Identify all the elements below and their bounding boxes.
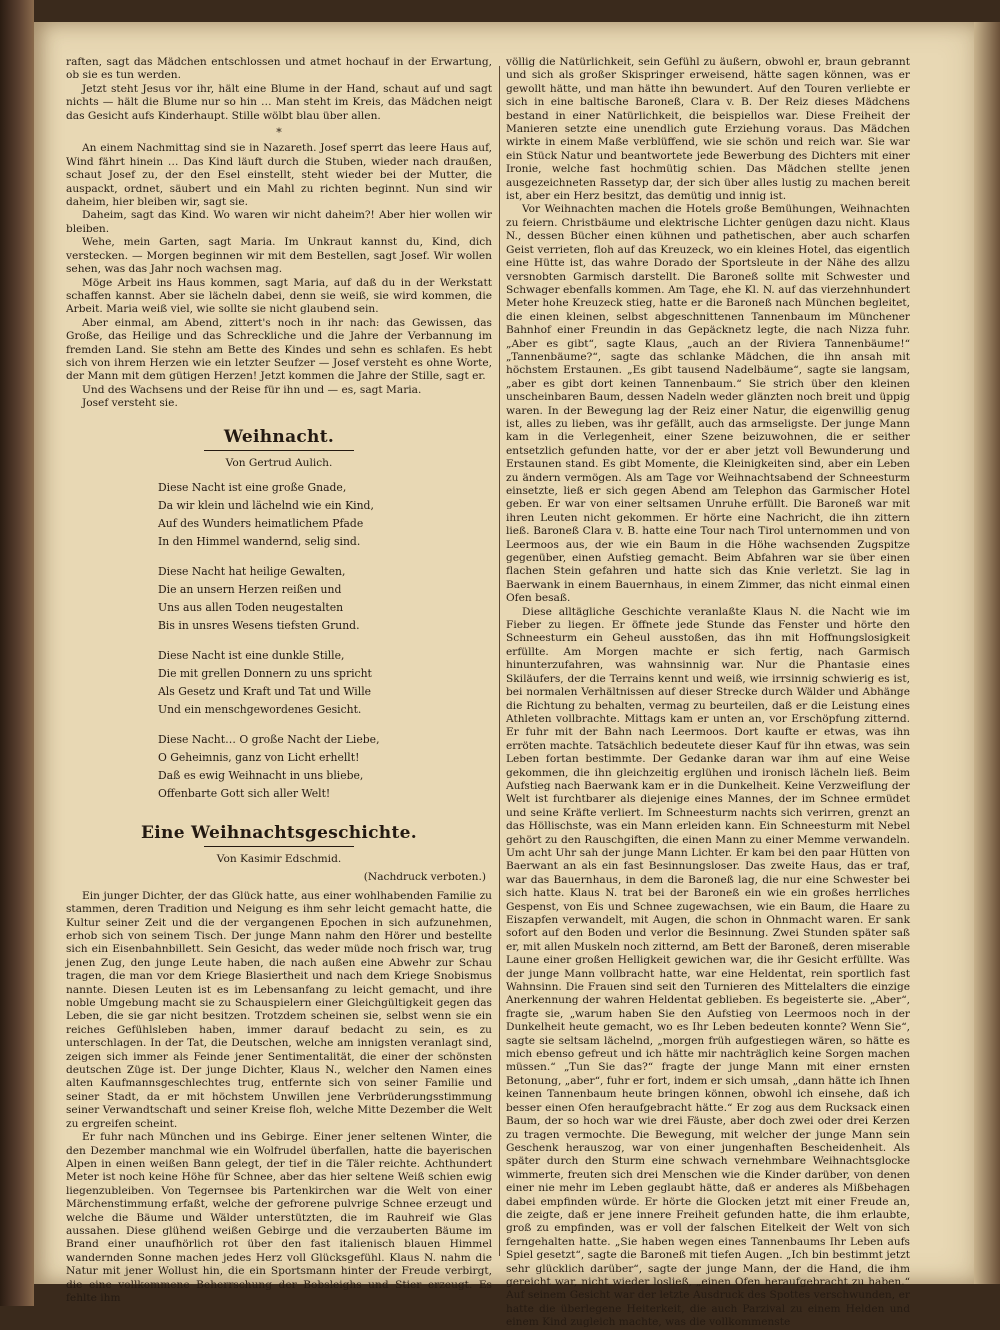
column-divider xyxy=(499,66,500,1256)
poem-title: Weihnacht. xyxy=(223,426,335,447)
paragraph: Aber einmal, am Abend, zittert's noch in ihr nach: das Gewissen, das Große, das Heilige und das Schreckliche und die Jahre der Verbannung im fremden Land. Sie stehn am Bette des Kindes und sehn es schlafen. Es hebt sich von ihrem Herzen wie ein letzter Seufzer — Josef versteht es ohne Worte, der Mann mit dem gütigen Herzen! Jetzt kommen die Jahre der Stille, sagt er. xyxy=(66,316,492,383)
story-title: Eine Weihnachtsgeschichte. xyxy=(141,822,417,843)
paragraph: Ein junger Dichter, der das Glück hatte, aus einer wohlhabenden Familie zu stammen, deren Tradition und Neigung es ihm sehr leicht gemacht hatte, die Kultur seiner Zeit und die der vergangenen Epochen in sich aufzunehmen, erhob sich von seinem Tisch. Der junge Mann nahm den Hörer und bestellte sich ein Eisenbahnbillett. Sein Gesicht, das weder müde noch frisch war, trug jenen Zug, den junge Leute haben, die nach außen eine Abwehr zur Schau tragen, die man vor dem Kriege Blasiertheit und nach dem Kriege Snobismus nannte. Diesen Leuten ist es im Lebensanfang zu leicht gemacht, und ihre noble Umgebung macht sie zu Schauspielern einer Gleichgültigkeit gegen das Leben, die sie gar nicht besitzen. Trotzdem scheinen sie, selbst wenn sie ein reiches Gefühlsleben haben, immer darauf bedacht zu sein, es zu unterschlagen. In der Tat, die Deutschen, welche am innigsten veranlagt sind, zeigen sich immer als Feinde jener Sentimentalität, die einer der schönsten deutschen Züge ist. Der junge Dichter, Klaus N., welcher den Namen eines alten Kaufmannsgeschlechtes trug, entfernte sich von seiner Familie und seiner Stadt, da er mit höchstem Unwillen jene Verbrüderungsstimmung seiner Verwandtschaft und seiner Kreise floh, welche Mitte Dezember die Welt zu ergreifen scheint. xyxy=(66,889,492,1130)
page-edge xyxy=(974,22,1000,1284)
verse-line: In den Himmel wandernd, selig sind. xyxy=(158,534,361,548)
paragraph: An einem Nachmittag sind sie in Nazareth. Josef sperrt das leere Haus auf, Wind fährt hinein … Das Kind läuft durch die Stuben, wieder nach draußen, schaut Josef zu, der den Esel einstellt, steht wieder bei der Mutter, die auspackt, ordnet, säubert und ein Mahl zu richten beginnt. Nun sind wir daheim, hier bleiben wir, sagt sie. xyxy=(66,142,492,209)
left-column xyxy=(66,56,492,1305)
verse-line: Da wir klein und lächelnd wie ein Kind, xyxy=(158,498,374,512)
paragraph: Vor Weihnachten machen die Hotels große Bemühungen, Weihnachten zu feiern. Christbäume und elektrische Lichter genügen dazu nicht. Klaus N., dessen Bücher einen kühnen und pathetischen, aber auch scharfen Geist verrieten, floh auf das Kreuzeck, wo ein kleines Hotel, das eigentlich eine Hütte ist, das wahre Dorado der Sportsleute in der Nähe des allzu versnobten Garmisch darstellt. Die Baroneß sollte mit Schwester und Schwager ebenfalls kommen. Am Tage, ehe Kl. N. auf das vierzehnhundert Meter hohe Kreuzeck stieg, hatte er die Baroneß nach München begleitet, die einen kleinen, selbst abgeschnittenen Tannenbaum im Münchener Bahnhof einer Freundin in das Gepäcknetz legte, die nach Nizza fuhr. „Aber es gibt“, sagte Klaus, „auch an der Riviera Tannenbäume!“ „Tannenbäume?“, sagte das schlanke Mädchen, die ihn ansah mit höchstem Erstaunen. „Es gibt tausend Nadelbäume“, sagte sie langsam, „aber es gibt dort keinen Tannenbaum.“ Sie strich über den kleinen unscheinbaren Baum, dessen Nadeln weder glänzten noch breit und üppig waren. In der Bewegung lag der Reiz einer Natur, die eigenwillig genug ist, alles zu lieben, was ihr gefällt, auch das armseligste. Der junge Mann kam in die Verlegenheit, einer Szene beizuwohnen, die er seither entsetzlich gefunden hatte, vor der er aber jetzt voll Bewunderung und Erstaunen stand. Es gibt Momente, die Kleinigkeiten sind, aber ein Leben zu ändern vermögen. Als am Tage vor Weihnachtsabend der Schneesturm einsetzte, ließ er sich gegen Abend am Telephon das Garmischer Hotel geben. Er war von einer seltsamen Unruhe erfüllt. Die Baroneß war mit ihren Leuten nicht gekommen. Er hörte eine Nachricht, die ihn zittern ließ. Baroneß Clara v. B. hatte eine Tour nach Tirol unternommen und von Leermoos aus, der wie ein Baum in die Höhe wachsenden Zugspitze gegenüber, einen Aufstieg gemacht. Beim Abfahren war sie über einen flachen Stein gefahren und hatte sich das Knie verletzt. Sie lag in Baerwank in einem Bauernhaus, in einem Zimmer, das nicht einmal einen Ofen besaß. xyxy=(506,203,910,605)
verse-line: Und ein menschgewordenes Gesicht. xyxy=(158,702,362,716)
verse-line: Als Gesetz und Kraft und Tat und Wille xyxy=(158,684,372,698)
verse-line: Daß es ewig Weihnacht in uns bliebe, xyxy=(158,768,364,782)
section-separator: * xyxy=(276,126,282,140)
paragraph: raften, sagt das Mädchen entschlossen und atmet hochauf in der Erwartung, ob sie es tun werden. xyxy=(66,56,492,82)
paragraph: Möge Arbeit ins Haus kommen, sagt Maria, auf daß du in der Werkstatt schaffen kannst. Aber sie lächeln dabei, denn sie weiß, sie wird kommen, die Arbeit. Maria weiß viel, wie sollte sie nicht glaubend sein. xyxy=(66,276,492,316)
paragraph: Daheim, sagt das Kind. Wo waren wir nicht daheim?! Aber hier wollen wir bleiben. xyxy=(66,209,492,235)
verse-line: Offenbarte Gott sich aller Welt! xyxy=(158,786,331,800)
verse-line: Diese Nacht ist eine dunkle Stille, xyxy=(158,648,345,662)
paragraph: Josef versteht sie. xyxy=(82,397,178,410)
verse-line: O Geheimnis, ganz von Licht erhellt! xyxy=(158,750,360,764)
reprint-note: (Nachdruck verboten.) xyxy=(363,871,486,884)
poem-stanza xyxy=(158,731,492,803)
verse-line: Diese Nacht ist eine große Gnade, xyxy=(158,480,347,494)
paragraph: Und des Wachsens und der Reise für ihn und — es, sagt Maria. xyxy=(82,383,422,396)
verse-line: Bis in unsres Wesens tiefsten Grund. xyxy=(158,618,360,632)
paragraph: Jetzt steht Jesus vor ihr, hält eine Blume in der Hand, schaut auf und sagt nichts — hält die Blume nur so hin … Man steht im Kreis, das Mädchen neigt das Gesicht aufs Kinderhaupt. Stille wölbt blau über allen. xyxy=(66,82,492,122)
right-column xyxy=(506,56,910,1330)
paragraph: völlig die Natürlichkeit, sein Gefühl zu äußern, obwohl er, braun gebrannt und sich als großer Skispringer erweisend, hätte sagen können, was er gewollt hätte, und man hätte ihn bewundert. Auf den Touren verliebte er sich in eine baltische Baroneß, Clara v. B. Der Reiz dieses Mädchens bestand in einer Natürlichkeit, die beispiellos war. Diese Freiheit der Manieren setzte eine unendlich gute Erziehung voraus. Das Mädchen wirkte in einem Maße verblüffend, wie sie schön und reich war. Sie war ein Stück Natur und beantwortete jede Bewerbung des Dichters mit einer Ironie, welche fast hochmütig schien. Das Mädchen stellte jenen ausgezeichneten Rassetyp dar, der sich über alles lustig zu machen bereit ist, aber ein Herz besitzt, das demütig und innig ist. xyxy=(506,56,910,203)
poem-author: Von Gertrud Aulich. xyxy=(225,456,333,469)
poem-stanza xyxy=(158,563,492,635)
verse-line: Uns aus allen Toden neugestalten xyxy=(158,600,344,614)
paragraph: Wehe, mein Garten, sagt Maria. Im Unkraut kannst du, Kind, dich verstecken. — Morgen beginnen wir mit dem Bestellen, sagt Josef. Wir wollen sehen, was das Jahr noch wachsen mag. xyxy=(66,236,492,276)
paragraph: Er fuhr nach München und ins Gebirge. Einer jener seltenen Winter, die den Dezember manchmal wie ein Wolfrudel überfallen, hatte die bayerischen Alpen in einen weißen Bann gelegt, der tief in die Täler reichte. Achthundert Meter ist noch keine Höhe für Schnee, aber das hier seltene Weiß schien ewig liegenzubleiben. Von Tegernsee bis Partenkirchen war die Welt von einer Märchenstimmung erfaßt, welche der gefrorene pulvrige Schnee erzeugt und welche die Bäume und Wälder unterstützten, die im Rauhreif wie Glas aussahen. Diese glühend weißen Gebirge und die verzauberten Bäume im Brand einer unaufhörlich rot über den fast italienisch blauen Himmel wandernden Sonne machen jedes Herz voll Glücksgefühl. Klaus N. nahm die Natur mit jener Wollust hin, die ein Sportsmann hinter der Freude verbirgt, die eine vollkommene Beherrschung der Bobsleighs und Stier erzeugt. Es fehlte ihm xyxy=(66,1131,492,1304)
verse-line: Diese Nacht hat heilige Gewalten, xyxy=(158,564,346,578)
title-rule xyxy=(204,846,354,847)
title-rule xyxy=(204,450,354,451)
story-author: Von Kasimir Edschmid. xyxy=(216,852,342,865)
verse-line: Die an unsern Herzen reißen und xyxy=(158,582,342,596)
verse-line: Auf des Wunders heimatlichem Pfade xyxy=(158,516,364,530)
poem-stanza xyxy=(158,479,492,551)
verse-line: Die mit grellen Donnern zu uns spricht xyxy=(158,666,372,680)
book-binding xyxy=(0,0,34,1306)
paragraph: Diese alltägliche Geschichte veranlaßte Klaus N. die Nacht wie im Fieber zu liegen. Er öffnete jede Stunde das Fenster und hörte den Schneesturm ein Geheul ausstoßen, das ihn mit Hoffnungslosigkeit erfüllte. Am Morgen machte er sich fertig, nach Garmisch hinunterzufahren, was wahnsinnig war. Nur die Phantasie eines Skiläufers, der die Terrains kennt und weiß, wie irrsinnig schwierig es ist, bei normalen Verhältnissen auf dieser Strecke durch Wälder und Abhänge die Richtung zu behalten, vermag zu beurteilen, daß er die Leistung eines Athleten vollbrachte. Mittags kam er unten an, vor Erschöpfung zitternd. Er fuhr mit der Bahn nach Leermoos. Dort kaufte er etwas, was ihn erröten machte. Tatsächlich bedeutete dieser Kauf für ihn etwas, was sein Leben fortan bestimmte. Der Gedanke daran war ihm auf eine Weise gekommen, die ihn gleichzeitig erglühen und ironisch lächeln ließ. Beim Aufstieg nach Baerwank kam er in die Dunkelheit. Keine Verzweiflung der Welt ist furchtbarer als diejenige eines Mannes, der im Schnee ermüdet und seine Kräfte verliert. Im Schneesturm nachts sich verirren, grenzt an das Höllischste, was ein Mann erleiden kann. Ein Schneesturm mit Nebel gehört zu den Rauschgiften, die einen Mann zu einer Memme verwandeln. Um acht Uhr sah der junge Mann Lichter. Er kam bei den paar Hütten von Baerwant an als ein fast Besinnungsloser. Das zweite Haus, das er traf, war das Bauernhaus, in dem die Baroneß lag, die nur eine Schwester bei sich hatte. Klaus N. trat bei der Baroneß ein wie ein großes herrliches Gespenst, von Eis und Schnee zugewachsen, wie ein Baum, die Haare zu Eiszapfen verwandelt, mit Augen, die schon in Ohnmacht waren. Er sank sofort auf den Boden und verlor die Besinnung. Zwei Stunden später saß er, mit allen Muskeln noch zitternd, am Bett der Baroneß, deren miserable Laune einer großen Helligkeit gewichen war, die ihr Gesicht erfüllte. Was der junge Mann vollbracht hatte, war eine Heldentat, rein sportlich fast Wahnsinn. Die Frauen sind seit den Turnieren des Mittelalters die einzige Anerkennung der wahren Heldentat geblieben. Es begeisterte sie. „Aber“, fragte sie, „warum haben Sie den Aufstieg von Leermoos noch in der Dunkelheit heute gemacht, wo es Ihr Leben bedeuten konnte? Wenn Sie“, sagte sie seltsam lächelnd, „morgen früh aufgestiegen wären, so hätte es mich ebenso gefreut und ich hätte mir nachträglich keine Sorgen machen müssen.“ „Tun Sie das?“ fragte der junge Mann mit einer ernsten Betonung, „aber“, fuhr er fort, indem er sich umsah, „dann hätte ich Ihnen keinen Tannenbaum heute bringen können, obwohl ich einsehe, daß ich besser einen Ofen heraufgebracht hätte.“ Er zog aus dem Rucksack einen Baum, der so hoch war wie drei Fäuste, aber doch zwei oder drei Kerzen zu tragen vermochte. Die Bewegung, mit welcher der junge Mann sein Geschenk herauszog, war von einer jungenhaften Bescheidenheit. Als später durch den Sturm eine schwach vernehmbare Weihnachtsglocke wimmerte, freuten sich drei Menschen wie die Kinder darüber, von denen einer nie mehr im Leben geglaubt hätte, daß er anderes als Mißbehagen dabei empfinden würde. Er hörte die Glocken jetzt mit einer Freude an, die zeigte, daß er jene innere Freiheit gefunden hatte, die ihm erlaubte, groß zu empfinden, was er voll der falschen Eitelkeit der Welt von sich ferngehalten hatte. „Sie haben wegen eines Tannenbaums Ihr Leben aufs Spiel gesetzt“, sagte die Baroneß mit tiefen Augen. „Ich bin bestimmt jetzt sehr glücklich darüber“, sagte der junge Mann, der die Hand, die ihm gereicht war, nicht wieder losließ, „einen Ofen heraufgebracht zu haben.“ Auf seinem Gesicht war der letzte Ausdruck des Spottes verschwunden, er hatte die überlegene Heiterkeit, die auch Parzival zu einem Helden und einem Kind zugleich machte, was die vollkommenste xyxy=(506,605,910,1329)
verse-line: Diese Nacht… O große Nacht der Liebe, xyxy=(158,732,380,746)
poem-stanza xyxy=(158,647,492,719)
